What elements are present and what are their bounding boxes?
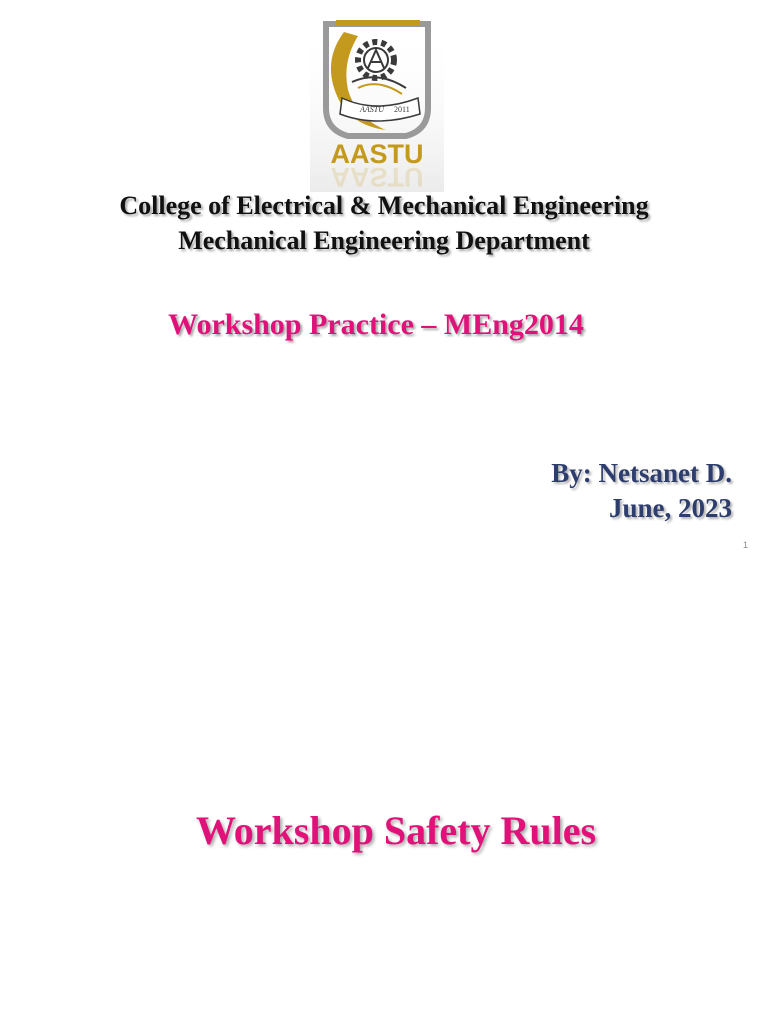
- aastu-logo: [306, 18, 448, 196]
- course-title: Workshop Practice – MEng2014: [168, 308, 584, 341]
- aastu-logo-icon: [306, 18, 448, 196]
- college-header: [0, 188, 768, 258]
- svg-text:AASTU: AASTU: [330, 162, 424, 192]
- college-name: College of Electrical & Mechanical Engineering: [119, 191, 649, 220]
- section-title: Workshop Safety Rules: [195, 808, 597, 853]
- author-name: By: Netsanet D.: [551, 458, 732, 488]
- page-number: 1: [742, 540, 748, 550]
- presentation-date: June, 2023: [608, 493, 732, 523]
- author-block: [551, 456, 732, 526]
- svg-text:2011: 2011: [394, 105, 410, 114]
- department-name: Mechanical Engineering Department: [178, 226, 590, 255]
- svg-text:AASTU: AASTU: [360, 105, 384, 114]
- svg-text:AASTU: AASTU: [330, 139, 424, 169]
